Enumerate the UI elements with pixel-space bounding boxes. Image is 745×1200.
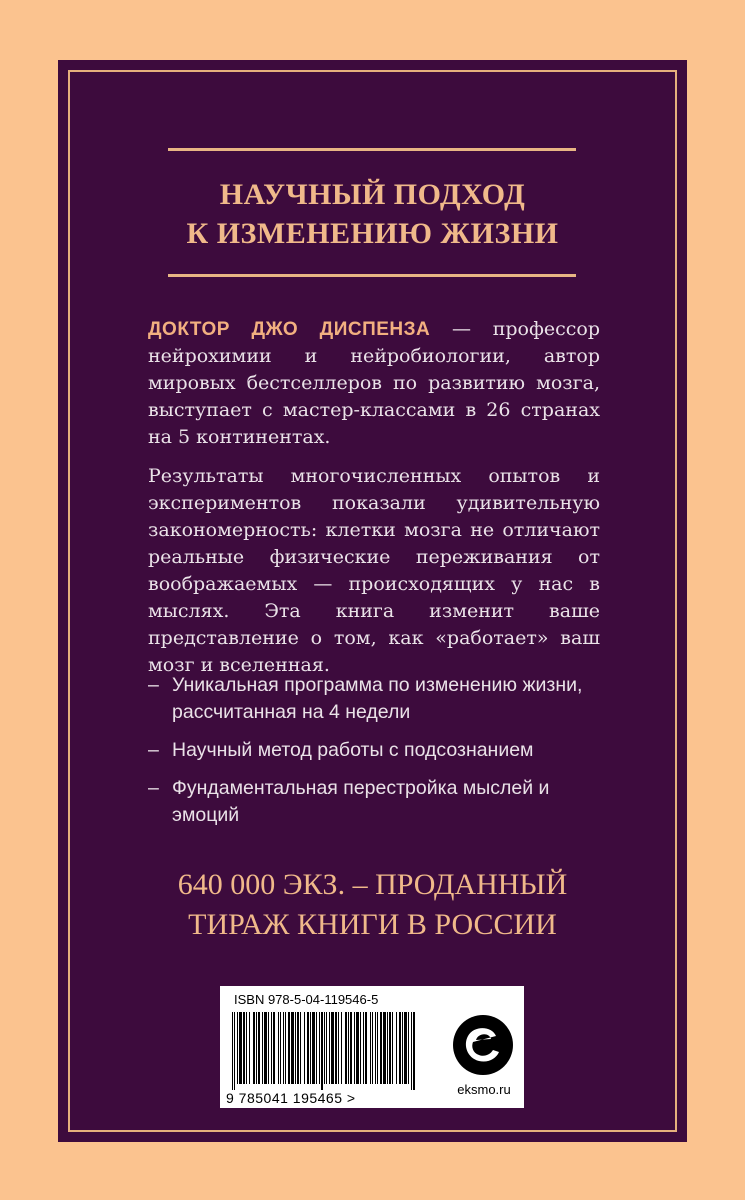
publisher-url: eksmo.ru	[457, 1082, 511, 1097]
bottom-rule	[168, 274, 576, 277]
feature-item	[148, 672, 618, 726]
feature-list	[148, 672, 618, 840]
isbn-label: ISBN 978-5-04-119546-5	[234, 992, 379, 1007]
barcode-digits: 9 785041 195465 >	[226, 1090, 356, 1106]
description-paragraph: Результаты многочисленных опытов и экспериментов показали удивительную закономерность: клетки мозга не отличают реальные физические переживания от воображаемых — происходящих у нас в мыслях. Эта книга изменит ваше представление о том, как «работает» ваш мозг и вселенная.	[148, 465, 600, 676]
sales-line-1: 640 000 ЭКЗ. – ПРОДАННЫЙ	[177, 868, 568, 901]
barcode-box	[220, 986, 524, 1108]
sales-line-2: ТИРАЖ КНИГИ В РОССИИ	[188, 908, 557, 941]
top-rule	[168, 148, 576, 151]
headline-line-1: НАУЧНЫЙ ПОДХОД	[219, 178, 526, 211]
sales-statement	[58, 865, 687, 945]
feature-item	[148, 737, 618, 764]
headline	[58, 175, 687, 253]
author-paragraph	[148, 316, 600, 451]
bullet-dash: –	[148, 674, 159, 696]
author-name: ДОКТОР ДЖО ДИСПЕНЗА	[148, 319, 431, 340]
feature-text: Научный метод работы с подсознанием	[172, 739, 534, 761]
barcode-icon	[232, 1012, 418, 1090]
author-description: — профессор нейрохимии и нейробиологии, автор мировых бестселлеров по развитию мозга, выступает с мастер-классами в 26 странах на 5 континентах.	[148, 318, 600, 448]
feature-text: Уникальная программа по изменению жизни, рассчитанная на 4 недели	[172, 674, 583, 723]
bullet-dash: –	[148, 739, 159, 761]
eksmo-logo-icon	[452, 1014, 514, 1076]
bullet-dash: –	[148, 777, 159, 799]
feature-text: Фундаментальная перестройка мыслей и эмоций	[172, 777, 550, 826]
headline-line-2: К ИЗМЕНЕНИЮ ЖИЗНИ	[186, 217, 559, 250]
feature-item	[148, 775, 618, 829]
purple-panel	[58, 60, 687, 1142]
